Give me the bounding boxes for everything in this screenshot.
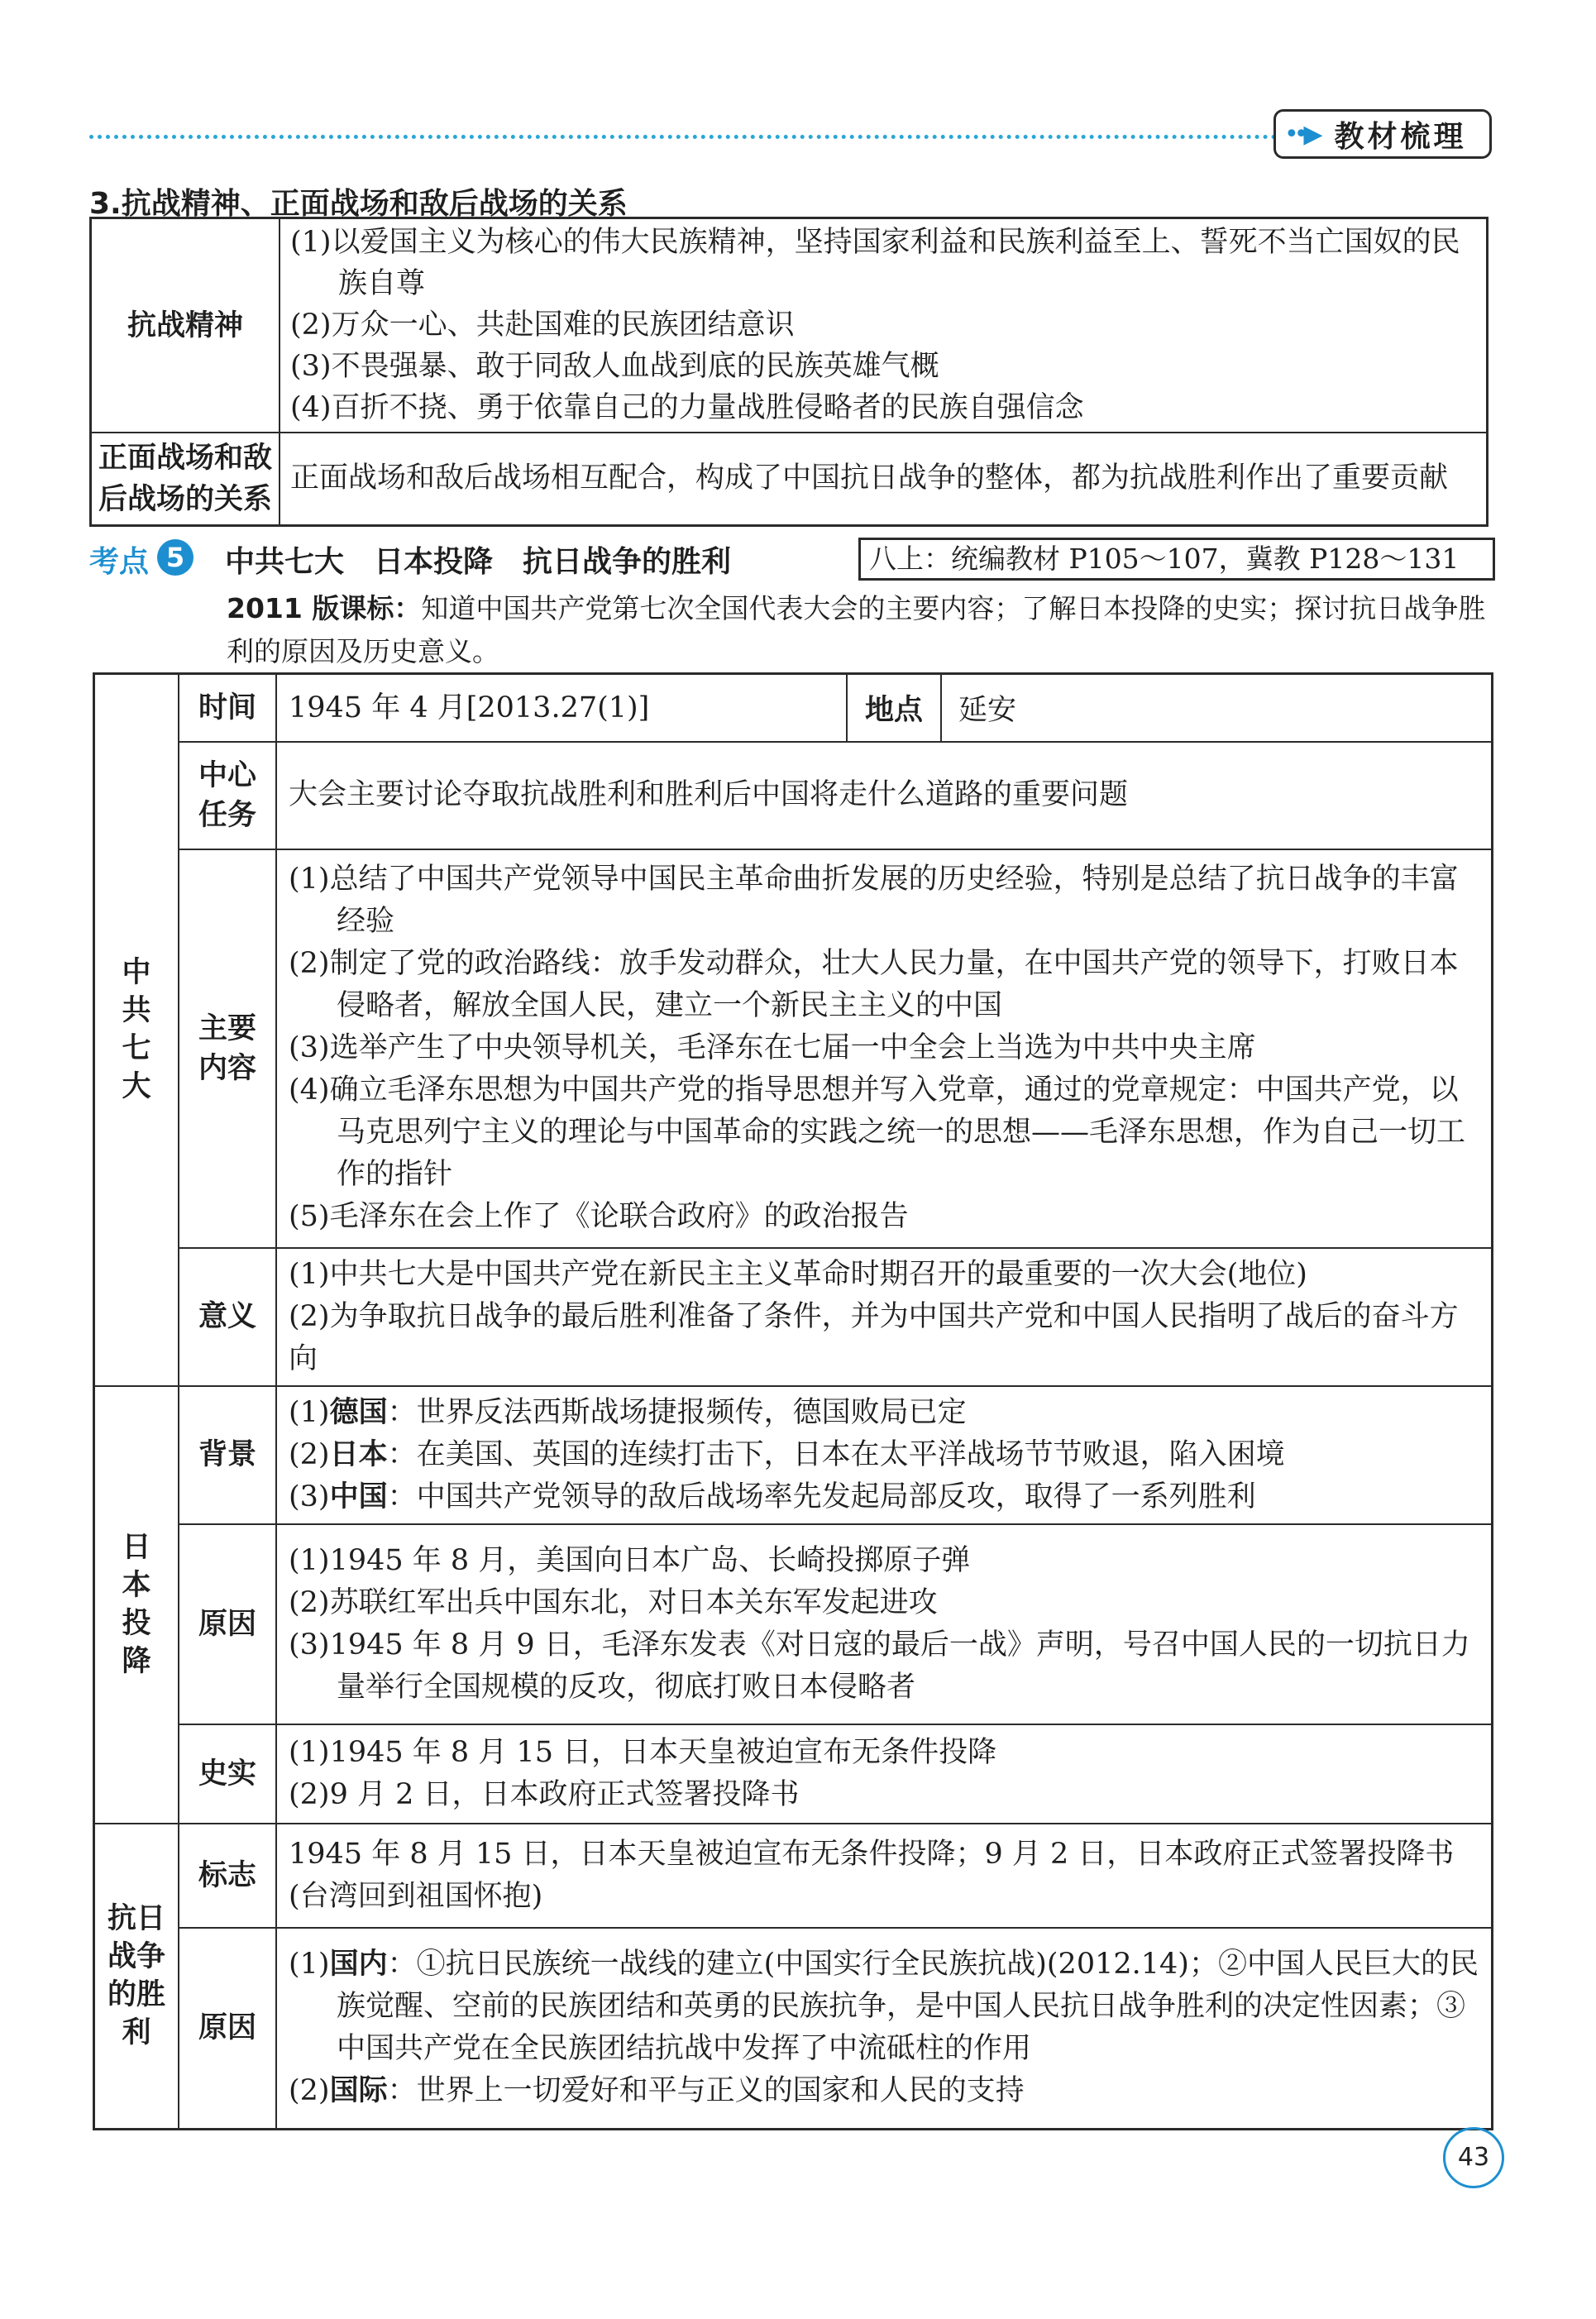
kaodian-label: 考点 xyxy=(89,545,150,579)
background-line: (1)德国：世界反法西斯战场捷报频传，德国败局已定 xyxy=(289,1395,967,1429)
victory-group-label: 抗日战争的胜利 xyxy=(94,1824,179,2130)
place-label: 地点 xyxy=(847,674,941,742)
content-value xyxy=(276,849,1493,1248)
content-label: 主要内容 xyxy=(179,849,276,1248)
kaodian-title: 中共七大 日本投降 抗日战争的胜利 xyxy=(225,545,732,579)
surrender-reason-value xyxy=(276,1524,1493,1724)
time-value: 1945 年 4 月[2013.27(1)] xyxy=(276,674,847,742)
content-line: (1)总结了中国共产党领导中国民主革命曲折发展的历史经验，特别是总结了抗日战争的丰富经验 xyxy=(289,863,1459,938)
section-badge-title: 教材梳理 xyxy=(1334,119,1467,154)
kaodian-number-badge: 5 xyxy=(157,539,194,576)
sign-label: 标志 xyxy=(179,1824,276,1928)
surrender-reason-line: (2)苏联红军出兵中国东北，对日本关东军发起进攻 xyxy=(289,1585,938,1619)
page-number: 43 xyxy=(1443,2127,1504,2188)
victory-reason-value xyxy=(276,1928,1493,2130)
meaning-line: (2)为争取抗日战争的最后胜利准备了条件，并为中国共产党和中国人民指明了战后的奋斗方向 xyxy=(289,1299,1459,1375)
spirit-table xyxy=(89,217,1488,527)
section-badge xyxy=(1273,109,1492,159)
spirit-content xyxy=(280,218,1488,433)
battlefield-label: 正面战场和敌后战场的关系 xyxy=(91,433,280,525)
header-dotted-rule xyxy=(89,135,1277,139)
content-line: (5)毛泽东在会上作了《论联合政府》的政治报告 xyxy=(289,1200,909,1233)
victory-reason-label: 原因 xyxy=(179,1928,276,2130)
spirit-line: (3)不畏强暴、敢于同敌人血战到底的民族英雄气概 xyxy=(290,350,939,383)
fact-label: 史实 xyxy=(179,1724,276,1824)
spirit-line: (4)百折不挠、勇于依靠自己的力量战胜侵略者的民族自强信念 xyxy=(290,391,1084,424)
standard-label: 2011 版课标： xyxy=(227,592,422,624)
surrender-group-label: 日本投降 xyxy=(94,1386,179,1824)
background-line: (3)中国：中国共产党领导的敌后战场率先发起局部反攻，取得了一系列胜利 xyxy=(289,1480,1256,1513)
meaning-label: 意义 xyxy=(179,1248,276,1386)
surrender-reason-line: (3)1945 年 8 月 9 日，毛泽东发表《对日寇的最后一战》声明，号召中国人民的一切抗日力量举行全国规模的反攻，彻底打败日本侵略者 xyxy=(289,1628,1470,1704)
spirit-line: (1)以爱国主义为核心的伟大民族精神，坚持国家利益和民族利益至上、誓死不当亡国奴的民族自尊 xyxy=(290,226,1460,300)
task-label: 中心任务 xyxy=(179,742,276,849)
content-line: (3)选举产生了中央领导机关，毛泽东在七届一中全会上当选为中共中央主席 xyxy=(289,1031,1256,1064)
curriculum-standard xyxy=(227,587,1488,673)
congress-group-label: 中共七大 xyxy=(94,674,179,1386)
fact-line: (1)1945 年 8 月 15 日，日本天皇被迫宣布无条件投降 xyxy=(289,1735,997,1769)
congress-table xyxy=(93,672,1493,2130)
meaning-value xyxy=(276,1248,1493,1386)
background-value xyxy=(276,1386,1493,1524)
spirit-label: 抗战精神 xyxy=(91,218,280,433)
meaning-line: (1)中共七大是中国共产党在新民主主义革命时期召开的最重要的一次大会(地位) xyxy=(289,1257,1307,1291)
content-line: (4)确立毛泽东思想为中国共产党的指导思想并写入党章，通过的党章规定：中国共产党，以马克思列宁主义的理论与中国革命的实践之统一的思想——毛泽东思想，作为自己一切工作的指针 xyxy=(289,1073,1466,1191)
time-label: 时间 xyxy=(179,674,276,742)
background-label: 背景 xyxy=(179,1386,276,1524)
arrow-icon: ••▶ xyxy=(1284,119,1318,149)
sign-value: 1945 年 8 月 15 日，日本天皇被迫宣布无条件投降；9 月 2 日，日本政府正式签署投降书(台湾回到祖国怀抱) xyxy=(276,1824,1493,1928)
fact-line: (2)9 月 2 日，日本政府正式签署投降书 xyxy=(289,1777,800,1811)
task-value: 大会主要讨论夺取抗战胜利和胜利后中国将走什么道路的重要问题 xyxy=(276,742,1493,849)
surrender-reason-label: 原因 xyxy=(179,1524,276,1724)
background-line: (2)日本：在美国、英国的连续打击下，日本在太平洋战场节节败退，陷入困境 xyxy=(289,1437,1285,1471)
fact-value xyxy=(276,1724,1493,1824)
standard-text: 知道中国共产党第七次全国代表大会的主要内容；了解日本投降的史实；探讨抗日战争胜利的原因及历史意义。 xyxy=(227,592,1486,667)
surrender-reason-line: (1)1945 年 8 月，美国向日本广岛、长崎投掷原子弹 xyxy=(289,1543,971,1577)
textbook-reference: 八上：统编教材 P105～107，冀教 P128～131 xyxy=(858,538,1495,581)
content-line: (2)制定了党的政治路线：放手发动群众，壮大人民力量，在中国共产党的领导下，打败日本侵略者，解放全国人民，建立一个新民主主义的中国 xyxy=(289,947,1459,1022)
battlefield-content: 正面战场和敌后战场相互配合，构成了中国抗日战争的整体，都为抗战胜利作出了重要贡献 xyxy=(280,433,1488,525)
section3-title: 3.抗战精神、正面战场和敌后战场的关系 xyxy=(89,187,628,221)
place-value: 延安 xyxy=(941,674,1493,742)
victory-reason-domestic: (1)国内：①抗日民族统一战线的建立(中国实行全民族抗战)(2012.14)；②中国人民巨大的民族觉醒、空前的民族团结和英勇的民族抗争，是中国人民抗日战争胜利的决定性因素；③中国共产党在全民族团结抗战中发挥了中流砥柱的作用 xyxy=(289,1948,1479,2066)
victory-reason-international: (2)国际：世界上一切爱好和平与正义的国家和人民的支持 xyxy=(289,2074,1025,2108)
spirit-line: (2)万众一心、共赴国难的民族团结意识 xyxy=(290,308,795,342)
